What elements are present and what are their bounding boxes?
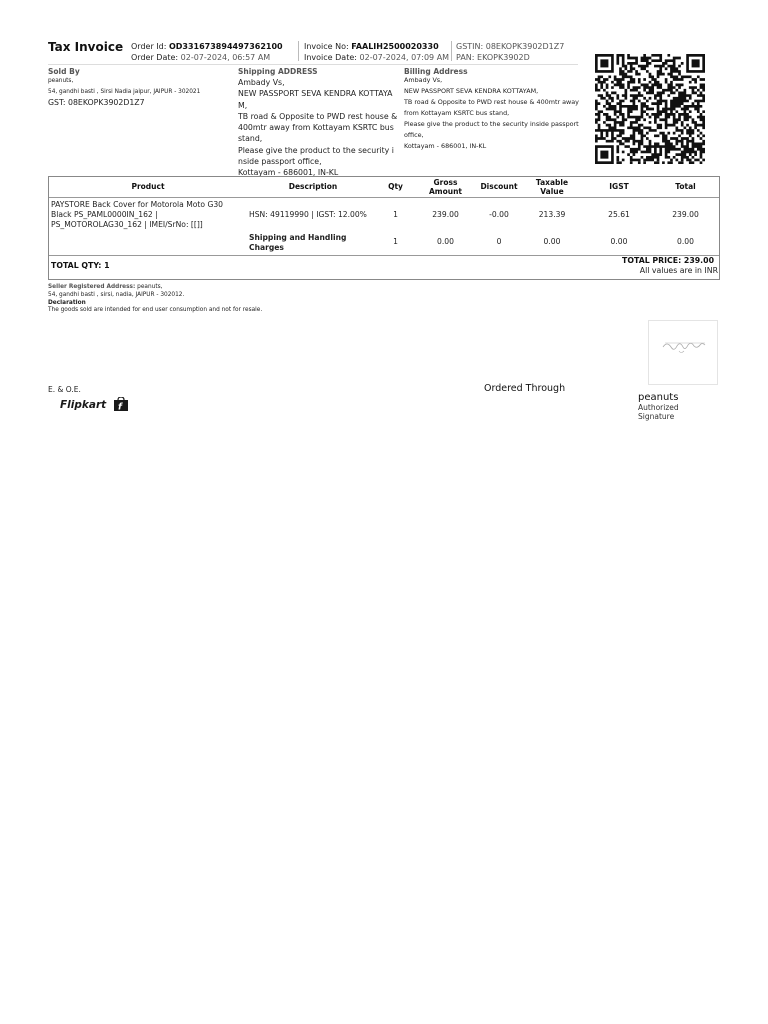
- order-date-line: Order Date: 02-07-2024, 06:57 AM: [131, 53, 271, 62]
- flipkart-logo: [60, 397, 129, 412]
- gstin: GSTIN: 08EKOPK3902D1Z7: [456, 42, 565, 51]
- invoice-no-line: Invoice No: FAALIH2500020330: [304, 42, 439, 51]
- sold-by-gst: GST: 08EKOPK3902D1Z7: [48, 98, 145, 107]
- row-product: PAYSTORE Back Cover for Motorola Moto G30 Black PS_PAML0000IN_162 | PS_MOTOROLAG30_162 | IMEI/SrNo: [[]]: [51, 200, 223, 229]
- pan: PAN: EKOPK3902D: [456, 53, 530, 62]
- table-row: [48, 198, 720, 230]
- row-description: HSN: 49119990 | IGST: 12.00%: [249, 210, 367, 219]
- qr-code: [592, 54, 708, 164]
- col-taxable: Taxable Value: [535, 178, 569, 196]
- row-gross: 0.00: [437, 237, 454, 246]
- row-description: Shipping and Handling Charges: [249, 233, 347, 252]
- col-gross: Gross Amount: [428, 178, 463, 196]
- col-total: Total: [675, 182, 696, 191]
- signature-scribble: [649, 321, 717, 384]
- row-gross: 239.00: [432, 210, 459, 219]
- row-discount: 0: [496, 237, 502, 246]
- row-taxable: 213.39: [538, 210, 566, 219]
- col-igst: IGST: [609, 182, 629, 191]
- row-igst: 25.61: [608, 210, 630, 219]
- sold-by-title: Sold By: [48, 67, 80, 76]
- billing-address: Ambady Vs, NEW PASSPORT SEVA KENDRA KOTTAYAM, TB road & Opposite to PWD rest house & 400mtr away from Kottayam KSRTC bus stand, Please give the product to the security inside passport office, Kottayam - 686001, IN-KL: [404, 76, 579, 150]
- col-qty: Qty: [388, 182, 403, 191]
- col-description: Description: [288, 182, 338, 191]
- total-qty: TOTAL QTY: 1: [51, 261, 110, 270]
- seller-registered-address: Seller Registered Address: peanuts, 54, gandhi basti , sirsi, nadia, JAIPUR - 302012. Declaration The goods sold are intended for end user consumption and not for resale.: [48, 284, 263, 314]
- eoe-label: E. & O.E.: [48, 385, 81, 394]
- row-taxable: 0.00: [543, 237, 561, 246]
- qr-finder: [688, 55, 704, 71]
- shipping-title: Shipping ADDRESS: [238, 67, 318, 76]
- row-total: 0.00: [677, 237, 694, 246]
- order-id: OD331673894497362100: [168, 42, 283, 51]
- invoice-no: FAALIH2500020330: [351, 42, 439, 51]
- row-discount: -0.00: [489, 210, 509, 219]
- flipkart-bag-icon: [113, 397, 129, 412]
- header-divider: [451, 41, 452, 61]
- qr-finder: [596, 55, 612, 71]
- sold-by-name: peanuts,: [48, 78, 74, 84]
- items-table-header: [48, 176, 720, 197]
- signature-name: peanuts: [638, 392, 679, 403]
- invoice-title: Tax Invoice: [48, 40, 124, 54]
- invoice-date-line: Invoice Date: 02-07-2024, 07:09 AM: [304, 53, 450, 62]
- total-price: TOTAL PRICE: 239.00: [622, 256, 714, 265]
- header-divider: [298, 41, 299, 61]
- shipping-address: Ambady Vs, NEW PASSPORT SEVA KENDRA KOTTAYA M, TB road & Opposite to PWD rest house & 400mtr away from Kottayam KSRTC bus stand, Please give the product to the security i nside passport office, Kottayam - 686001, IN-KL: [238, 78, 398, 178]
- invoice-date: 02-07-2024, 07:09 AM: [359, 53, 450, 62]
- declaration-title: Declaration: [48, 299, 86, 306]
- col-product: Product: [131, 182, 165, 191]
- flipkart-wordmark: Flipkart: [60, 398, 107, 411]
- row-qty: 1: [393, 210, 398, 219]
- order-id-line: Order Id: OD331673894497362100: [131, 42, 283, 51]
- svg-text:f: f: [118, 402, 123, 412]
- row-qty: 1: [393, 237, 398, 246]
- table-row: [48, 231, 720, 253]
- sold-by-address: 54, gandhi basti , Sirsi Nadia jaipur, JAIPUR - 302021: [48, 89, 201, 95]
- declaration-text: The goods sold are intended for end user consumption and not for resale.: [48, 307, 263, 314]
- ordered-through-label: Ordered Through: [484, 383, 566, 394]
- col-discount: Discount: [480, 182, 518, 191]
- values-note: All values are in INR: [639, 266, 718, 275]
- signature-box: [648, 320, 718, 385]
- order-date: 02-07-2024, 06:57 AM: [180, 53, 271, 62]
- header-rule: [48, 64, 578, 65]
- authorized-signature-label: Authorized Signature: [638, 403, 679, 421]
- billing-title: Billing Address: [404, 67, 468, 76]
- qr-finder: [596, 147, 612, 163]
- row-igst: 0.00: [610, 237, 628, 246]
- row-total: 239.00: [672, 210, 699, 219]
